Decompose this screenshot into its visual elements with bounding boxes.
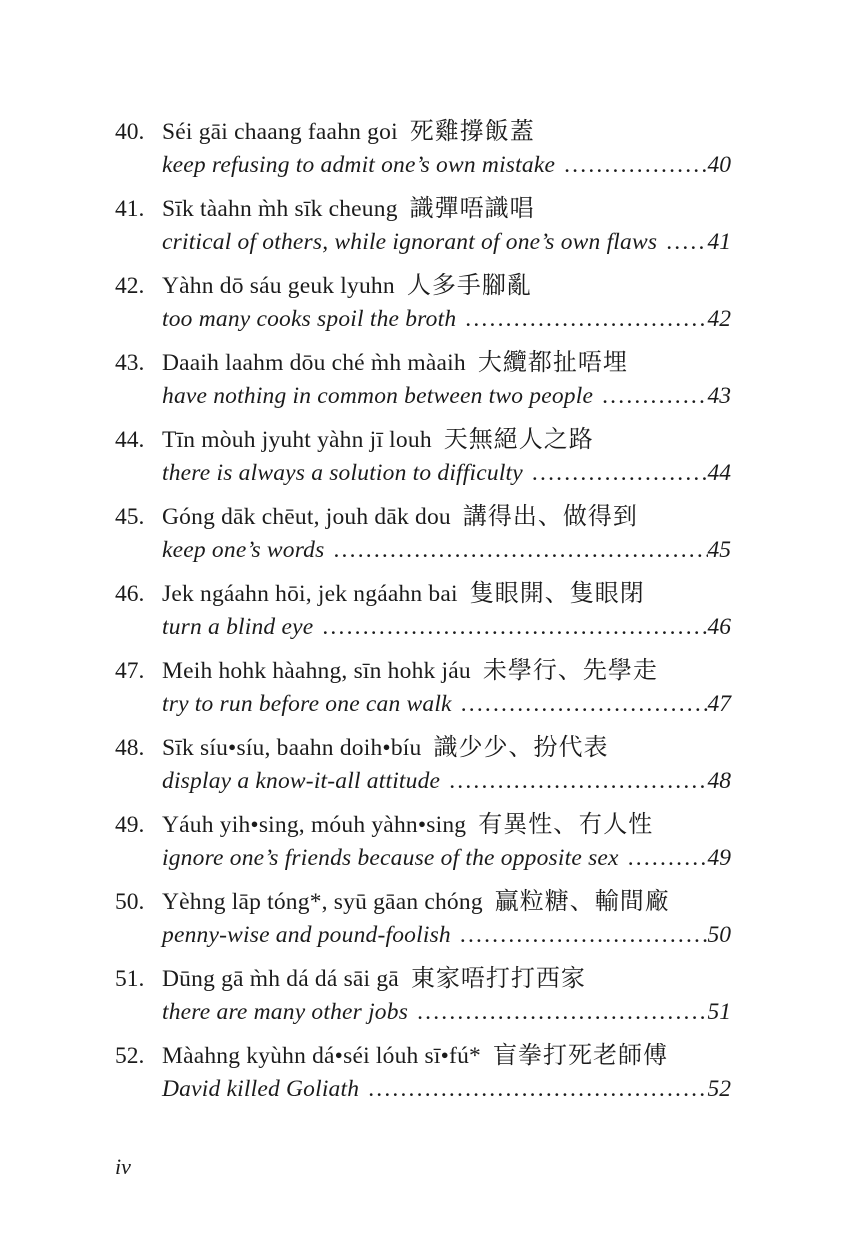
toc-entry [115, 501, 731, 567]
entry-page-number: 50 [707, 922, 731, 948]
entry-gloss-line [115, 842, 731, 875]
entry-chinese-text: 識彈唔識唱 [409, 196, 535, 222]
entry-translation: display a know-it-all attitude [162, 768, 441, 794]
entry-romanization: Meih hohk hàahng, sīn hohk jáu [162, 658, 471, 684]
entry-page-number: 52 [707, 1076, 731, 1102]
entry-translation: keep refusing to admit one’s own mistake [162, 152, 556, 178]
entry-chinese-text: 隻眼開、隻眼閉 [469, 581, 645, 607]
toc-entry [115, 886, 731, 952]
entry-gloss-line [115, 996, 731, 1029]
toc-entry [115, 270, 731, 336]
entry-number: 40. [115, 119, 145, 145]
entry-romanization: Dūng gā m̀h dá dá sāi gā [162, 966, 399, 992]
entry-gloss-line [115, 303, 731, 336]
entry-page-number: 48 [707, 768, 731, 794]
entry-number: 49. [115, 812, 145, 838]
toc-entry [115, 347, 731, 413]
dot-leader [555, 149, 707, 182]
dot-leader [619, 842, 708, 875]
entry-chinese-text: 盲拳打死老師傅 [492, 1043, 668, 1069]
entry-number: 46. [115, 581, 145, 607]
entry-romanization: Séi gāi chaang faahn goi [162, 119, 398, 145]
entry-romanization: Jek ngáahn hōi, jek ngáahn bai [162, 581, 458, 607]
toc-entry [115, 963, 731, 1029]
entry-headline [115, 732, 731, 765]
entry-translation: too many cooks spoil the broth [162, 306, 457, 332]
entry-chinese-text: 大纜都扯唔埋 [477, 350, 628, 376]
toc-entry [115, 424, 731, 490]
entry-translation: keep one’s words [162, 537, 325, 563]
entry-chinese-text: 講得出、做得到 [462, 504, 638, 530]
dot-leader [451, 919, 708, 952]
entry-chinese-text: 死雞撐飯蓋 [409, 119, 535, 145]
entry-gloss-line [115, 380, 731, 413]
entry-number: 44. [115, 427, 145, 453]
entry-romanization: Daaih laahm dōu ché m̀h màaih [162, 350, 466, 376]
entry-chinese-text: 識少少、扮代表 [433, 735, 609, 761]
entry-translation: have nothing in common between two people [162, 383, 594, 409]
dot-leader [657, 226, 707, 259]
entry-chinese-text: 有異性、冇人性 [478, 812, 654, 838]
entry-romanization: Yèhng lāp tóng*, syū gāan chóng [162, 889, 483, 915]
entry-headline [115, 424, 731, 457]
entry-headline [115, 501, 731, 534]
toc-entry [115, 578, 731, 644]
entry-number: 41. [115, 196, 145, 222]
toc-list [115, 116, 731, 1117]
entry-headline [115, 116, 731, 149]
dot-leader [359, 1073, 707, 1106]
dot-leader [523, 457, 708, 490]
entry-romanization: Yáuh yih•sing, móuh yàhn•sing [162, 812, 467, 838]
entry-page-number: 40 [707, 152, 731, 178]
toc-entry [115, 809, 731, 875]
entry-chinese-text: 贏粒糖、輸間廠 [494, 889, 670, 915]
folio-page-number: iv [115, 1154, 131, 1179]
entry-translation: there are many other jobs [162, 999, 409, 1025]
entry-headline [115, 578, 731, 611]
dot-leader [313, 611, 707, 644]
entry-page-number: 49 [707, 845, 731, 871]
entry-gloss-line [115, 919, 731, 952]
entry-number: 52. [115, 1043, 145, 1069]
entry-chinese-text: 未學行、先學走 [482, 658, 658, 684]
entry-headline [115, 655, 731, 688]
entry-page-number: 45 [707, 537, 731, 563]
dot-leader [440, 765, 707, 798]
entry-headline [115, 270, 731, 303]
entry-translation: ignore one’s friends because of the opposite sex [162, 845, 619, 871]
entry-number: 43. [115, 350, 145, 376]
entry-translation: critical of others, while ignorant of one’s own flaws [162, 229, 658, 255]
entry-gloss-line [115, 688, 731, 721]
dot-leader [452, 688, 708, 721]
entry-page-number: 46 [707, 614, 731, 640]
entry-number: 42. [115, 273, 145, 299]
entry-gloss-line [115, 534, 731, 567]
entry-gloss-line [115, 457, 731, 490]
entry-headline [115, 347, 731, 380]
entry-headline [115, 886, 731, 919]
entry-number: 51. [115, 966, 145, 992]
entry-headline [115, 809, 731, 842]
entry-romanization: Yàhn dō sáu geuk lyuhn [162, 273, 395, 299]
entry-number: 48. [115, 735, 145, 761]
dot-leader [456, 303, 707, 336]
entry-headline [115, 963, 731, 996]
entry-translation: penny-wise and pound-foolish [162, 922, 451, 948]
dot-leader [593, 380, 707, 413]
dot-leader [324, 534, 707, 567]
entry-gloss-line [115, 149, 731, 182]
entry-page-number: 43 [707, 383, 731, 409]
entry-page-number: 47 [707, 691, 731, 717]
entry-chinese-text: 天無絕人之路 [443, 427, 594, 453]
entry-page-number: 44 [707, 460, 731, 486]
entry-gloss-line [115, 765, 731, 798]
entry-romanization: Góng dāk chēut, jouh dāk dou [162, 504, 451, 530]
entry-translation: there is always a solution to difficulty [162, 460, 523, 486]
entry-gloss-line [115, 611, 731, 644]
dot-leader [408, 996, 707, 1029]
entry-romanization: Màahng kyùhn dá•séi lóuh sī•fú* [162, 1043, 481, 1069]
entry-chinese-text: 東家唔打打西家 [410, 966, 586, 992]
entry-page-number: 51 [707, 999, 731, 1025]
entry-translation: try to run before one can walk [162, 691, 452, 717]
entry-gloss-line [115, 226, 731, 259]
entry-chinese-text: 人多手腳亂 [406, 273, 532, 299]
entry-headline [115, 1040, 731, 1073]
toc-entry [115, 193, 731, 259]
entry-translation: turn a blind eye [162, 614, 314, 640]
toc-entry [115, 655, 731, 721]
entry-romanization: Tīn mòuh jyuht yàhn jī louh [162, 427, 432, 453]
toc-entry [115, 116, 731, 182]
entry-page-number: 42 [707, 306, 731, 332]
entry-translation: David killed Goliath [162, 1076, 360, 1102]
entry-gloss-line [115, 1073, 731, 1106]
entry-number: 47. [115, 658, 145, 684]
entry-headline [115, 193, 731, 226]
entry-page-number: 41 [707, 229, 731, 255]
entry-romanization: Sīk tàahn m̀h sīk cheung [162, 196, 398, 222]
page-footer [115, 1154, 131, 1180]
entry-number: 50. [115, 889, 145, 915]
toc-entry [115, 732, 731, 798]
entry-romanization: Sīk síu•síu, baahn doih•bíu [162, 735, 422, 761]
entry-number: 45. [115, 504, 145, 530]
toc-entry [115, 1040, 731, 1106]
